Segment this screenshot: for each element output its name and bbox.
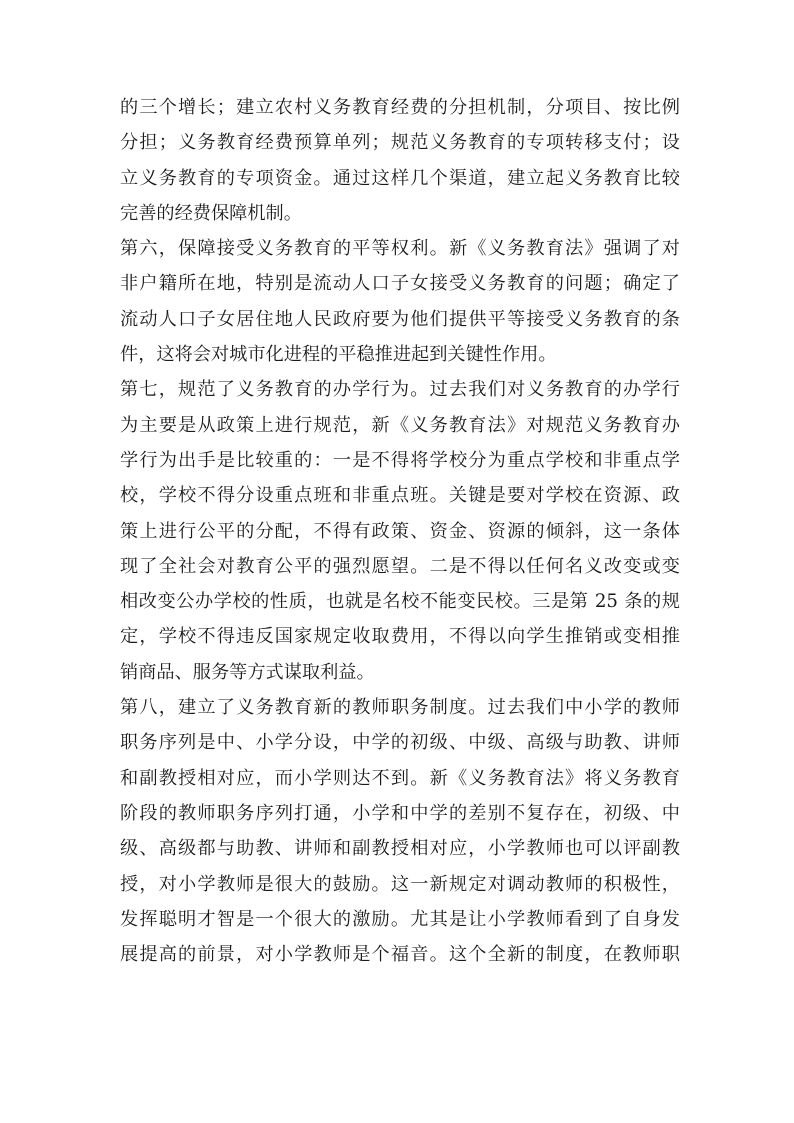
text-line: 和副教授相对应，而小学则达不到。新《义务教育法》将义务教育	[120, 767, 680, 789]
text-line: 授，对小学教师是很大的鼓励。这一新规定对调动教师的积极性，	[120, 873, 680, 895]
text-line: 立义务教育的专项资金。通过这样几个渠道，建立起义务教育比较	[120, 167, 680, 189]
text-line: 为主要是从政策上进行规范，新《义务教育法》对规范义务教育办	[120, 414, 680, 436]
text-line: 销商品、服务等方式谋取利益。	[120, 661, 375, 683]
text-line: 分担；义务教育经费预算单列；规范义务教育的专项转移支付；设	[120, 132, 680, 154]
text-line: 级、高级都与助教、讲师和副教授相对应，小学教师也可以评副教	[120, 838, 680, 860]
text-line: 完善的经费保障机制。	[120, 202, 302, 224]
text-line: 第六，保障接受义务教育的平等权利。新《义务教育法》强调了对	[120, 238, 680, 260]
text-line: 非户籍所在地，特别是流动人口子女接受义务教育的问题；确定了	[120, 273, 680, 295]
text-line: 职务序列是中、小学分设，中学的初级、中级、高级与助教、讲师	[120, 732, 680, 754]
text-line: 现了全社会对教育公平的强烈愿望。二是不得以任何名义改变或变	[120, 555, 680, 577]
text-line: 阶段的教师职务序列打通，小学和中学的差别不复存在，初级、中	[120, 802, 680, 824]
text-line: 第八，建立了义务教育新的教师职务制度。过去我们中小学的教师	[120, 697, 680, 719]
text-line: 策上进行公平的分配，不得有政策、资金、资源的倾斜，这一条体	[120, 520, 680, 542]
text-line: 学行为出手是比较重的：一是不得将学校分为重点学校和非重点学	[120, 449, 680, 471]
text-line: 相改变公办学校的性质，也就是名校不能变民校。三是第 25 条的规	[120, 591, 680, 613]
text-line: 发挥聪明才智是一个很大的激励。尤其是让小学教师看到了自身发	[120, 908, 680, 930]
text-line: 第七，规范了义务教育的办学行为。过去我们对义务教育的办学行	[120, 379, 680, 401]
text-line: 流动人口子女居住地人民政府要为他们提供平等接受义务教育的条	[120, 308, 680, 330]
document-body	[120, 90, 680, 972]
text-line: 校，学校不得分设重点班和非重点班。关键是要对学校在资源、政	[120, 485, 680, 507]
text-line: 展提高的前景，对小学教师是个福音。这个全新的制度，在教师职	[120, 944, 680, 966]
text-line: 定，学校不得违反国家规定收取费用，不得以向学生推销或变相推	[120, 626, 680, 648]
text-line: 的三个增长；建立农村义务教育经费的分担机制，分项目、按比例	[120, 97, 680, 118]
text-line: 件，这将会对城市化进程的平稳推进起到关键性作用。	[120, 344, 557, 366]
